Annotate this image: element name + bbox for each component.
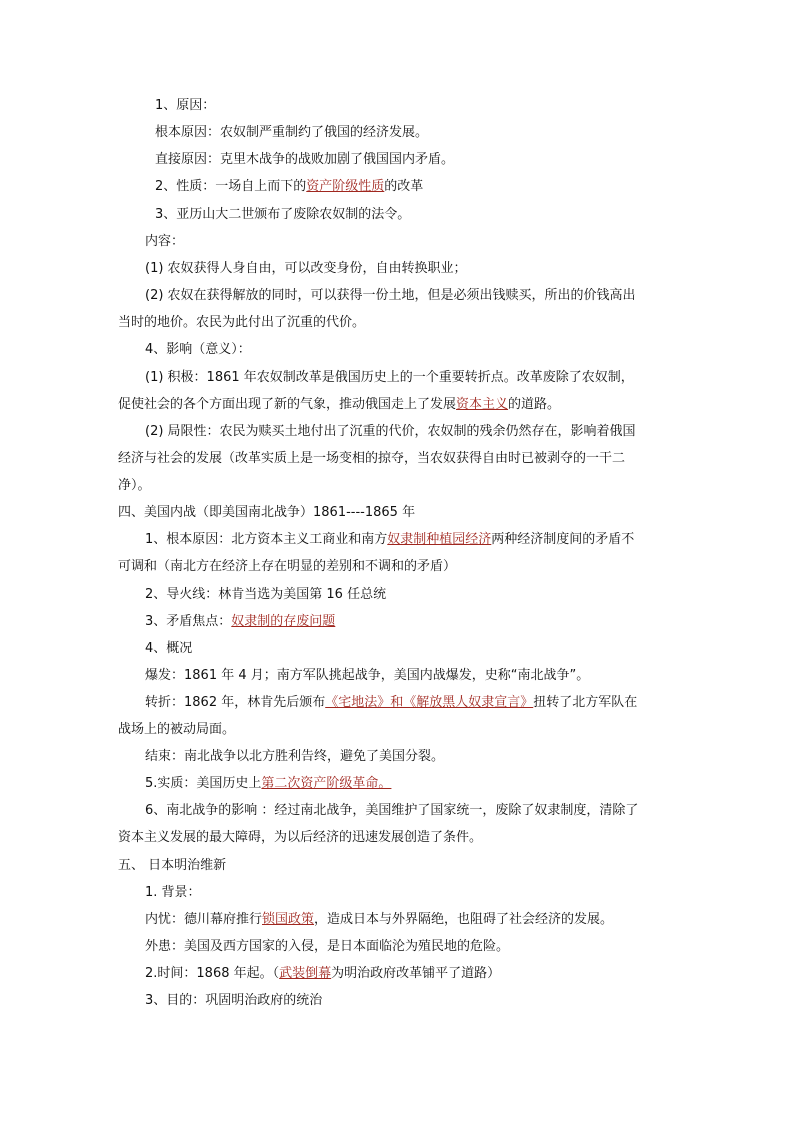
text-line bbox=[145, 991, 322, 1011]
text-line bbox=[145, 340, 251, 360]
text-segment: 2.时间：1868 年起。（ bbox=[145, 966, 280, 981]
text-line bbox=[145, 612, 335, 632]
text-segment: ，造成日本与外界隔绝，也阻碍了社会经济的发展。 bbox=[314, 912, 614, 927]
underlined-keyword: 资本主义 bbox=[456, 397, 509, 412]
underlined-keyword: 《宅地法》和《解放黑人奴隶宣言》 bbox=[325, 695, 534, 710]
text-segment: 5.实质：美国历史上 bbox=[145, 776, 262, 791]
text-line bbox=[118, 503, 415, 523]
text-segment: (1) 积极：1861 年农奴制改革是俄国历史上的一个重要转折点。改革废除了农奴制， bbox=[145, 370, 634, 385]
text-segment: 3、亚历山大二世颁布了废除农奴制的法令。 bbox=[155, 207, 411, 222]
text-segment: 两种经济制度间的矛盾不 bbox=[491, 532, 635, 547]
text-segment: 内容： bbox=[145, 234, 185, 249]
underlined-keyword: 第二次资产阶级革命。 bbox=[261, 776, 392, 791]
text-segment: 促使社会的各个方面出现了新的气象，推动俄国走上了发展 bbox=[118, 397, 457, 412]
text-line bbox=[145, 259, 467, 279]
text-segment: 战场上的被动局面。 bbox=[118, 722, 236, 737]
text-segment: (2) 农奴在获得解放的同时，可以获得一份土地，但是必须出钱赎买，所出的价钱高出 bbox=[145, 288, 636, 303]
text-line bbox=[155, 205, 410, 225]
text-segment: 可调和（南北方在经济上存在明显的差别和不调和的矛盾） bbox=[118, 559, 457, 574]
text-segment: 五、 日本明治维新 bbox=[118, 858, 227, 873]
text-segment: 扭转了北方军队在 bbox=[533, 695, 638, 710]
text-line bbox=[145, 693, 637, 713]
text-segment: (1) 农奴获得人身自由，可以改变身份，自由转换职业； bbox=[145, 261, 467, 276]
text-segment: 经济与社会的发展（改革实质上是一场变相的掠夺，当农奴获得自由时已被剥夺的一干二 bbox=[118, 451, 626, 466]
text-segment: 1、原因： bbox=[155, 98, 216, 113]
text-segment: 结束：南北战争以北方胜利告终，避免了美国分裂。 bbox=[145, 749, 445, 764]
underlined-keyword: 奴隶制种植园经济 bbox=[387, 532, 492, 547]
text-segment: 转折：1862 年，林肯先后颁布 bbox=[145, 695, 326, 710]
text-line bbox=[155, 123, 428, 143]
text-segment: 资本主义发展的最大障碍，为以后经济的迅速发展创造了条件。 bbox=[118, 830, 483, 845]
text-segment: 6、南北战争的影响 ：经过南北战争，美国维护了国家统一，废除了奴隶制度，清除了 bbox=[145, 803, 639, 818]
text-segment: 直接原因：克里木战争的战败加剧了俄国国内矛盾。 bbox=[155, 152, 455, 167]
text-line bbox=[145, 585, 386, 605]
text-line bbox=[118, 313, 365, 333]
text-segment: 3、矛盾焦点： bbox=[145, 614, 232, 629]
underlined-keyword: 奴隶制的存废问题 bbox=[231, 614, 336, 629]
text-line bbox=[118, 720, 235, 740]
text-segment: 当时的地价。农民为此付出了沉重的代价。 bbox=[118, 315, 366, 330]
text-line bbox=[145, 937, 509, 957]
text-segment: 爆发：1861 年 4 月；南方军队挑起战争，美国内战爆发，史称“南北战争”。 bbox=[145, 668, 590, 683]
underlined-keyword: 武装倒幕 bbox=[279, 966, 332, 981]
text-segment: 4、影响（意义）： bbox=[145, 342, 251, 357]
text-line bbox=[155, 96, 215, 116]
text-line bbox=[118, 476, 151, 496]
text-line bbox=[145, 286, 636, 306]
text-segment: 的改革 bbox=[384, 179, 424, 194]
text-line bbox=[118, 449, 625, 469]
text-line bbox=[145, 422, 636, 442]
text-line bbox=[145, 774, 391, 794]
text-segment: 的道路。 bbox=[508, 397, 561, 412]
text-segment: 外患：美国及西方国家的入侵，是日本面临沦为殖民地的危险。 bbox=[145, 939, 510, 954]
text-segment: 根本原因：农奴制严重制约了俄国的经济发展。 bbox=[155, 125, 429, 140]
text-line bbox=[145, 368, 634, 388]
text-line bbox=[118, 856, 226, 876]
text-segment: 2、导火线：林肯当选为美国第 16 任总统 bbox=[145, 587, 387, 602]
text-line bbox=[145, 883, 201, 903]
text-line bbox=[145, 910, 613, 930]
text-line bbox=[118, 395, 560, 415]
text-line bbox=[155, 150, 454, 170]
text-segment: 内忧：德川幕府推行 bbox=[145, 912, 263, 927]
text-segment: 四、美国内战（即美国南北战争）1861----1865 年 bbox=[118, 505, 416, 520]
text-line bbox=[145, 232, 184, 252]
text-segment: (2) 局限性：农民为赎买土地付出了沉重的代价，农奴制的残余仍然存在，影响着俄国 bbox=[145, 424, 636, 439]
text-line bbox=[145, 666, 589, 686]
text-segment: 为明治政府改革铺平了道路） bbox=[331, 966, 501, 981]
text-line bbox=[155, 177, 423, 197]
underlined-keyword: 锁国政策 bbox=[262, 912, 315, 927]
text-line bbox=[145, 639, 192, 659]
text-segment: 3、目的：巩固明治政府的统治 bbox=[145, 993, 323, 1008]
text-line bbox=[145, 801, 638, 821]
text-line bbox=[145, 964, 500, 984]
text-segment: 4、概况 bbox=[145, 641, 193, 656]
text-line bbox=[145, 530, 634, 550]
text-segment: 2、性质：一场自上而下的 bbox=[155, 179, 307, 194]
text-segment: 净）。 bbox=[118, 478, 151, 493]
text-line bbox=[118, 828, 482, 848]
text-segment: 1. 背景： bbox=[145, 885, 201, 900]
underlined-keyword: 资产阶级性质 bbox=[306, 179, 385, 194]
text-line bbox=[118, 557, 456, 577]
text-line bbox=[145, 747, 444, 767]
text-segment: 1、根本原因：北方资本主义工商业和南方 bbox=[145, 532, 388, 547]
